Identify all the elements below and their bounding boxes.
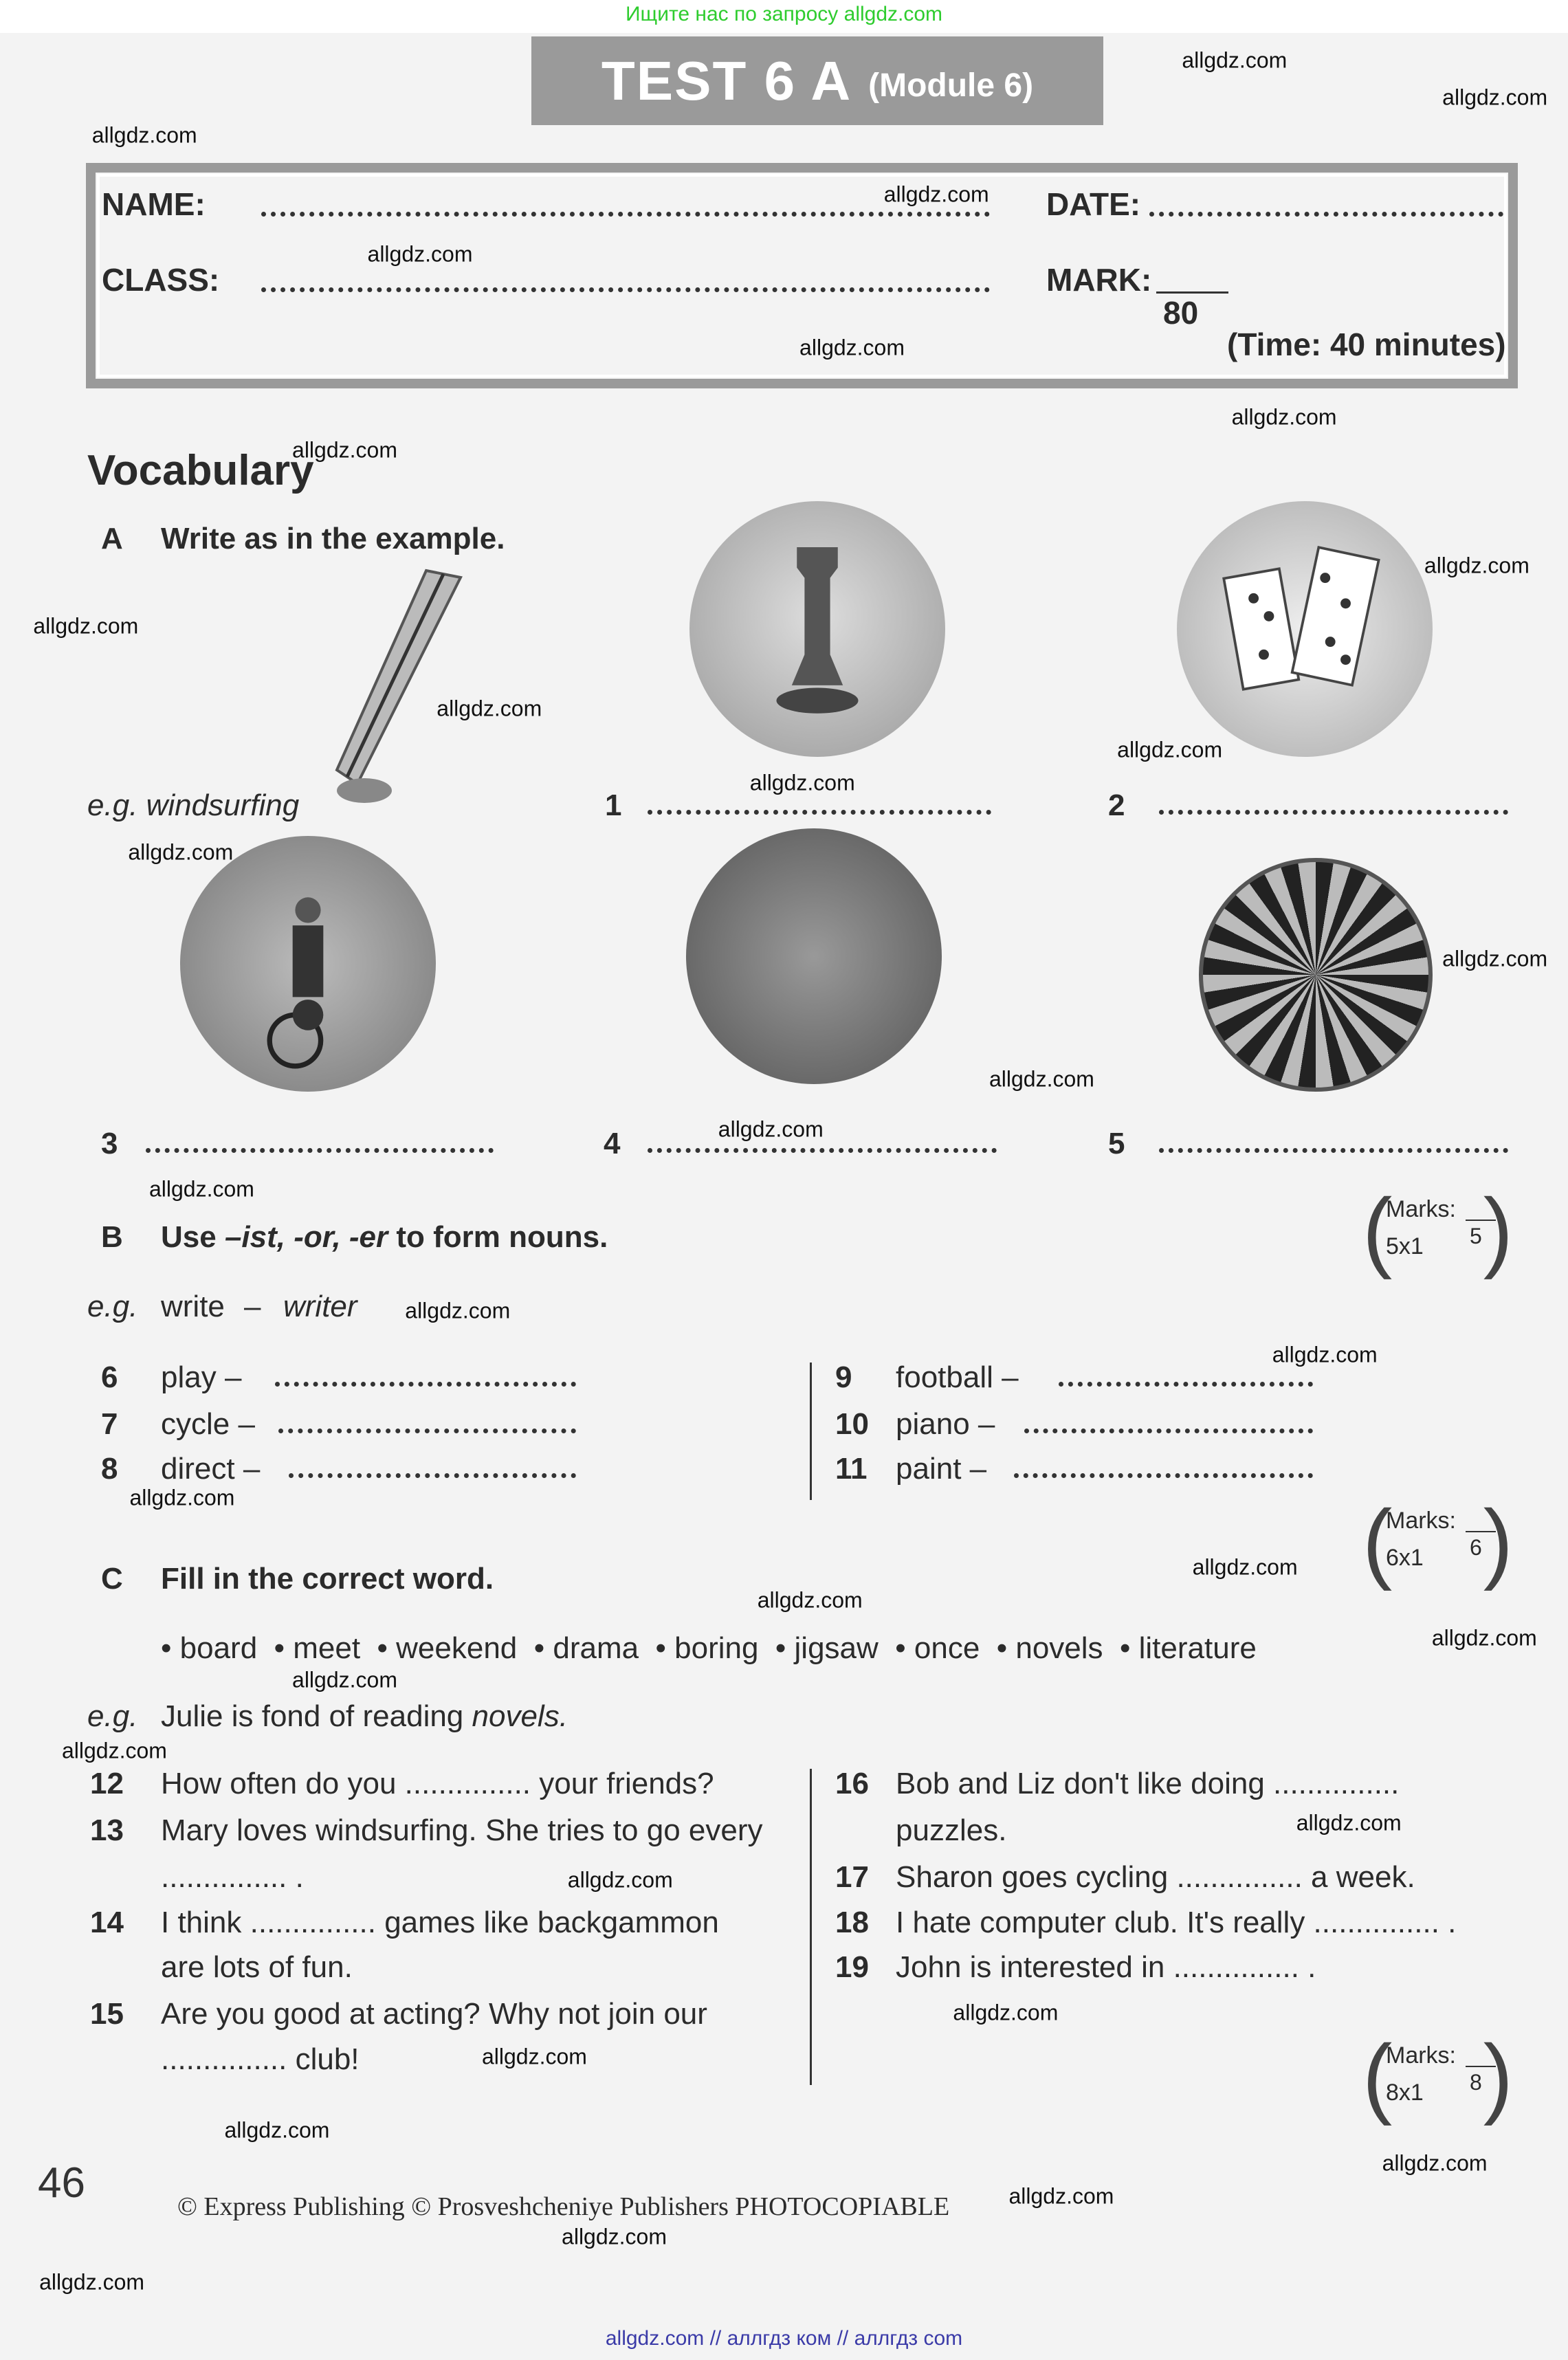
part-b-eg-word: write (161, 1290, 225, 1323)
bicycle-icon (180, 836, 436, 1092)
marks-label: Marks: (1386, 1508, 1456, 1534)
part-a-example: e.g. windsurfing (87, 788, 300, 822)
answer-field-6[interactable] (275, 1376, 576, 1387)
part-c-eg-sentence: Julie is fond of reading novels. (161, 1699, 568, 1733)
time-limit: (Time: 40 minutes) (1227, 327, 1506, 362)
watermark: allgdz.com (1231, 404, 1337, 430)
watermark: allgdz.com (1192, 1554, 1298, 1580)
watermark: allgdz.com (1008, 2183, 1114, 2209)
part-b-letter: B (101, 1220, 123, 1254)
domino-icon (1177, 501, 1433, 757)
part-c-letter: C (101, 1562, 123, 1596)
marks-box-c: ( ) Marks: 8x1 8 (1362, 2026, 1513, 2126)
darts-image (1199, 858, 1433, 1092)
answer-field-8[interactable] (289, 1468, 576, 1478)
marks-total: 6 (1470, 1535, 1482, 1560)
item-number: 10 (835, 1407, 869, 1441)
marks-box-b: ( ) Marks: 6x1 6 (1362, 1491, 1513, 1591)
part-a-instruction: Write as in the example. (161, 522, 505, 555)
marks-calc: 5x1 (1386, 1233, 1424, 1259)
class-field[interactable] (261, 282, 990, 292)
item-number: 7 (101, 1407, 118, 1441)
part-a-letter: A (101, 522, 123, 555)
cycling-image (180, 836, 436, 1092)
item-word: cycle – (161, 1407, 255, 1441)
item-number: 19 (835, 1950, 869, 1984)
watermark: allgdz.com (1382, 2150, 1488, 2176)
item-word: direct – (161, 1452, 261, 1486)
item-number: 16 (835, 1767, 869, 1800)
people-reading-image (686, 828, 942, 1084)
sentence-cont: ............... . (161, 1860, 304, 1894)
item-number: 18 (835, 1906, 869, 1939)
part-c-eg: e.g. (87, 1699, 138, 1733)
sentence: John is interested in ............... . (896, 1950, 1316, 1984)
watermark: allgdz.com (883, 181, 989, 206)
watermark: allgdz.com (799, 335, 905, 360)
watermark: allgdz.com (224, 2117, 330, 2143)
watermark: allgdz.com (749, 770, 855, 795)
watermark: allgdz.com (1272, 1342, 1378, 1367)
watermark: allgdz.com (437, 696, 542, 721)
watermark: allgdz.com (1431, 1625, 1537, 1651)
date-field[interactable] (1149, 206, 1503, 217)
item-number: 2 (1108, 788, 1125, 822)
watermark: allgdz.com (989, 1066, 1094, 1092)
mark-total: 80 (1163, 295, 1199, 331)
answer-field-4[interactable] (648, 1143, 997, 1153)
column-divider (810, 1363, 812, 1500)
watermark: allgdz.com (1296, 1810, 1402, 1835)
title-module: (Module 6) (868, 67, 1034, 104)
item-word: piano – (896, 1407, 995, 1441)
item-number: 4 (604, 1127, 621, 1160)
watermark: allgdz.com (1182, 47, 1288, 73)
item-number: 6 (101, 1360, 118, 1394)
sentence: How often do you ............... your friends? (161, 1767, 714, 1800)
part-b-eg-answer: writer (283, 1290, 357, 1323)
mark-field[interactable] (1156, 291, 1228, 294)
watermark: allgdz.com (128, 839, 234, 865)
item-number: 12 (90, 1767, 124, 1800)
watermark: allgdz.com (367, 241, 473, 267)
watermark: allgdz.com (757, 1587, 863, 1613)
watermark: allgdz.com (567, 1867, 673, 1893)
mark-label: MARK: (1046, 262, 1152, 298)
marks-total: 5 (1470, 1224, 1482, 1248)
item-word: paint – (896, 1452, 987, 1486)
answer-field-5[interactable] (1159, 1143, 1508, 1153)
watermark: allgdz.com (953, 2000, 1059, 2025)
answer-field-1[interactable] (648, 804, 991, 815)
chess-rook-icon (689, 501, 945, 757)
item-number: 17 (835, 1860, 869, 1894)
watermark: allgdz.com (33, 613, 139, 639)
item-number: 1 (605, 788, 622, 822)
part-b-instruction: Use –ist, -or, -er to form nouns. (161, 1220, 608, 1254)
item-number: 3 (101, 1127, 118, 1160)
answer-field-7[interactable] (278, 1423, 576, 1433)
watermark: allgdz.com (1442, 85, 1548, 110)
part-b-eg-dash: – (244, 1290, 261, 1323)
date-label: DATE: (1046, 186, 1141, 222)
watermark: allgdz.com (481, 2044, 587, 2069)
watermark: allgdz.com (718, 1116, 824, 1141)
footer-links[interactable]: allgdz.com // аллгдз ком // аллгдз com (605, 2327, 963, 2350)
watermark: allgdz.com (1442, 946, 1548, 971)
page-number: 46 (38, 2159, 85, 2207)
watermark: allgdz.com (61, 1738, 167, 1763)
watermark: allgdz.com (39, 2269, 145, 2295)
sentence-cont: ............... club! (161, 2042, 360, 2076)
sentence: Are you good at acting? Why not join our (161, 1997, 707, 2031)
marks-total: 8 (1470, 2070, 1482, 2095)
item-word: football – (896, 1360, 1019, 1394)
windsurfing-image (302, 564, 481, 818)
watermark: allgdz.com (292, 437, 397, 463)
answer-field-10[interactable] (1024, 1423, 1313, 1433)
watermark: allgdz.com (1424, 553, 1530, 578)
sentence: Mary loves windsurfing. She tries to go every (161, 1813, 763, 1847)
watermark: allgdz.com (148, 1176, 254, 1202)
answer-field-11[interactable] (1014, 1468, 1313, 1478)
sentence: I hate computer club. It's really ............... . (896, 1906, 1457, 1939)
name-field[interactable] (261, 206, 990, 217)
marks-calc: 8x1 (1386, 2080, 1424, 2106)
watermark: allgdz.com (562, 2224, 667, 2249)
part-b-eg: e.g. (87, 1290, 138, 1323)
item-number: 8 (101, 1452, 118, 1486)
search-banner[interactable]: Ищите нас по запросу allgdz.com (625, 3, 943, 25)
word-bank: • board • meet • weekend • drama • boring • jigsaw • once • novels • literature (161, 1631, 1257, 1665)
sentence: I think ............... games like backgammon (161, 1906, 719, 1939)
item-number: 5 (1108, 1127, 1125, 1160)
test-title (531, 36, 1103, 125)
marks-label: Marks: (1386, 1196, 1456, 1222)
item-word: play – (161, 1360, 242, 1394)
watermark: allgdz.com (91, 122, 197, 148)
dominoes-image (1177, 501, 1433, 757)
item-number: 13 (90, 1813, 124, 1847)
section-title: Vocabulary (87, 447, 314, 494)
part-c-instruction: Fill in the correct word. (161, 1562, 494, 1596)
watermark: allgdz.com (405, 1298, 511, 1323)
answer-field-2[interactable] (1159, 804, 1508, 815)
watermark: allgdz.com (129, 1485, 235, 1510)
name-label: NAME: (102, 186, 206, 222)
marks-box-a: ( ) Marks: 5x1 5 (1362, 1180, 1513, 1280)
item-number: 15 (90, 1997, 124, 2031)
marks-label: Marks: (1386, 2042, 1456, 2069)
column-divider (810, 1769, 812, 2085)
answer-field-3[interactable] (146, 1143, 494, 1153)
answer-field-9[interactable] (1059, 1376, 1313, 1387)
sentence: Bob and Liz don't like doing ............... (896, 1767, 1400, 1800)
title-main: TEST 6 A (601, 49, 852, 111)
item-number: 9 (835, 1360, 852, 1394)
watermark: allgdz.com (1117, 737, 1223, 762)
chess-image (689, 501, 945, 757)
watermark: allgdz.com (292, 1667, 397, 1692)
sentence-cont: puzzles. (896, 1813, 1007, 1847)
copyright: © Express Publishing © Prosveshcheniye Publishers PHOTOCOPIABLE (177, 2192, 950, 2221)
sentence: Sharon goes cycling ............... a week. (896, 1860, 1415, 1894)
class-label: CLASS: (102, 262, 220, 298)
item-number: 11 (835, 1452, 868, 1486)
item-number: 14 (90, 1906, 124, 1939)
marks-calc: 6x1 (1386, 1545, 1424, 1571)
sentence-cont: are lots of fun. (161, 1950, 353, 1984)
